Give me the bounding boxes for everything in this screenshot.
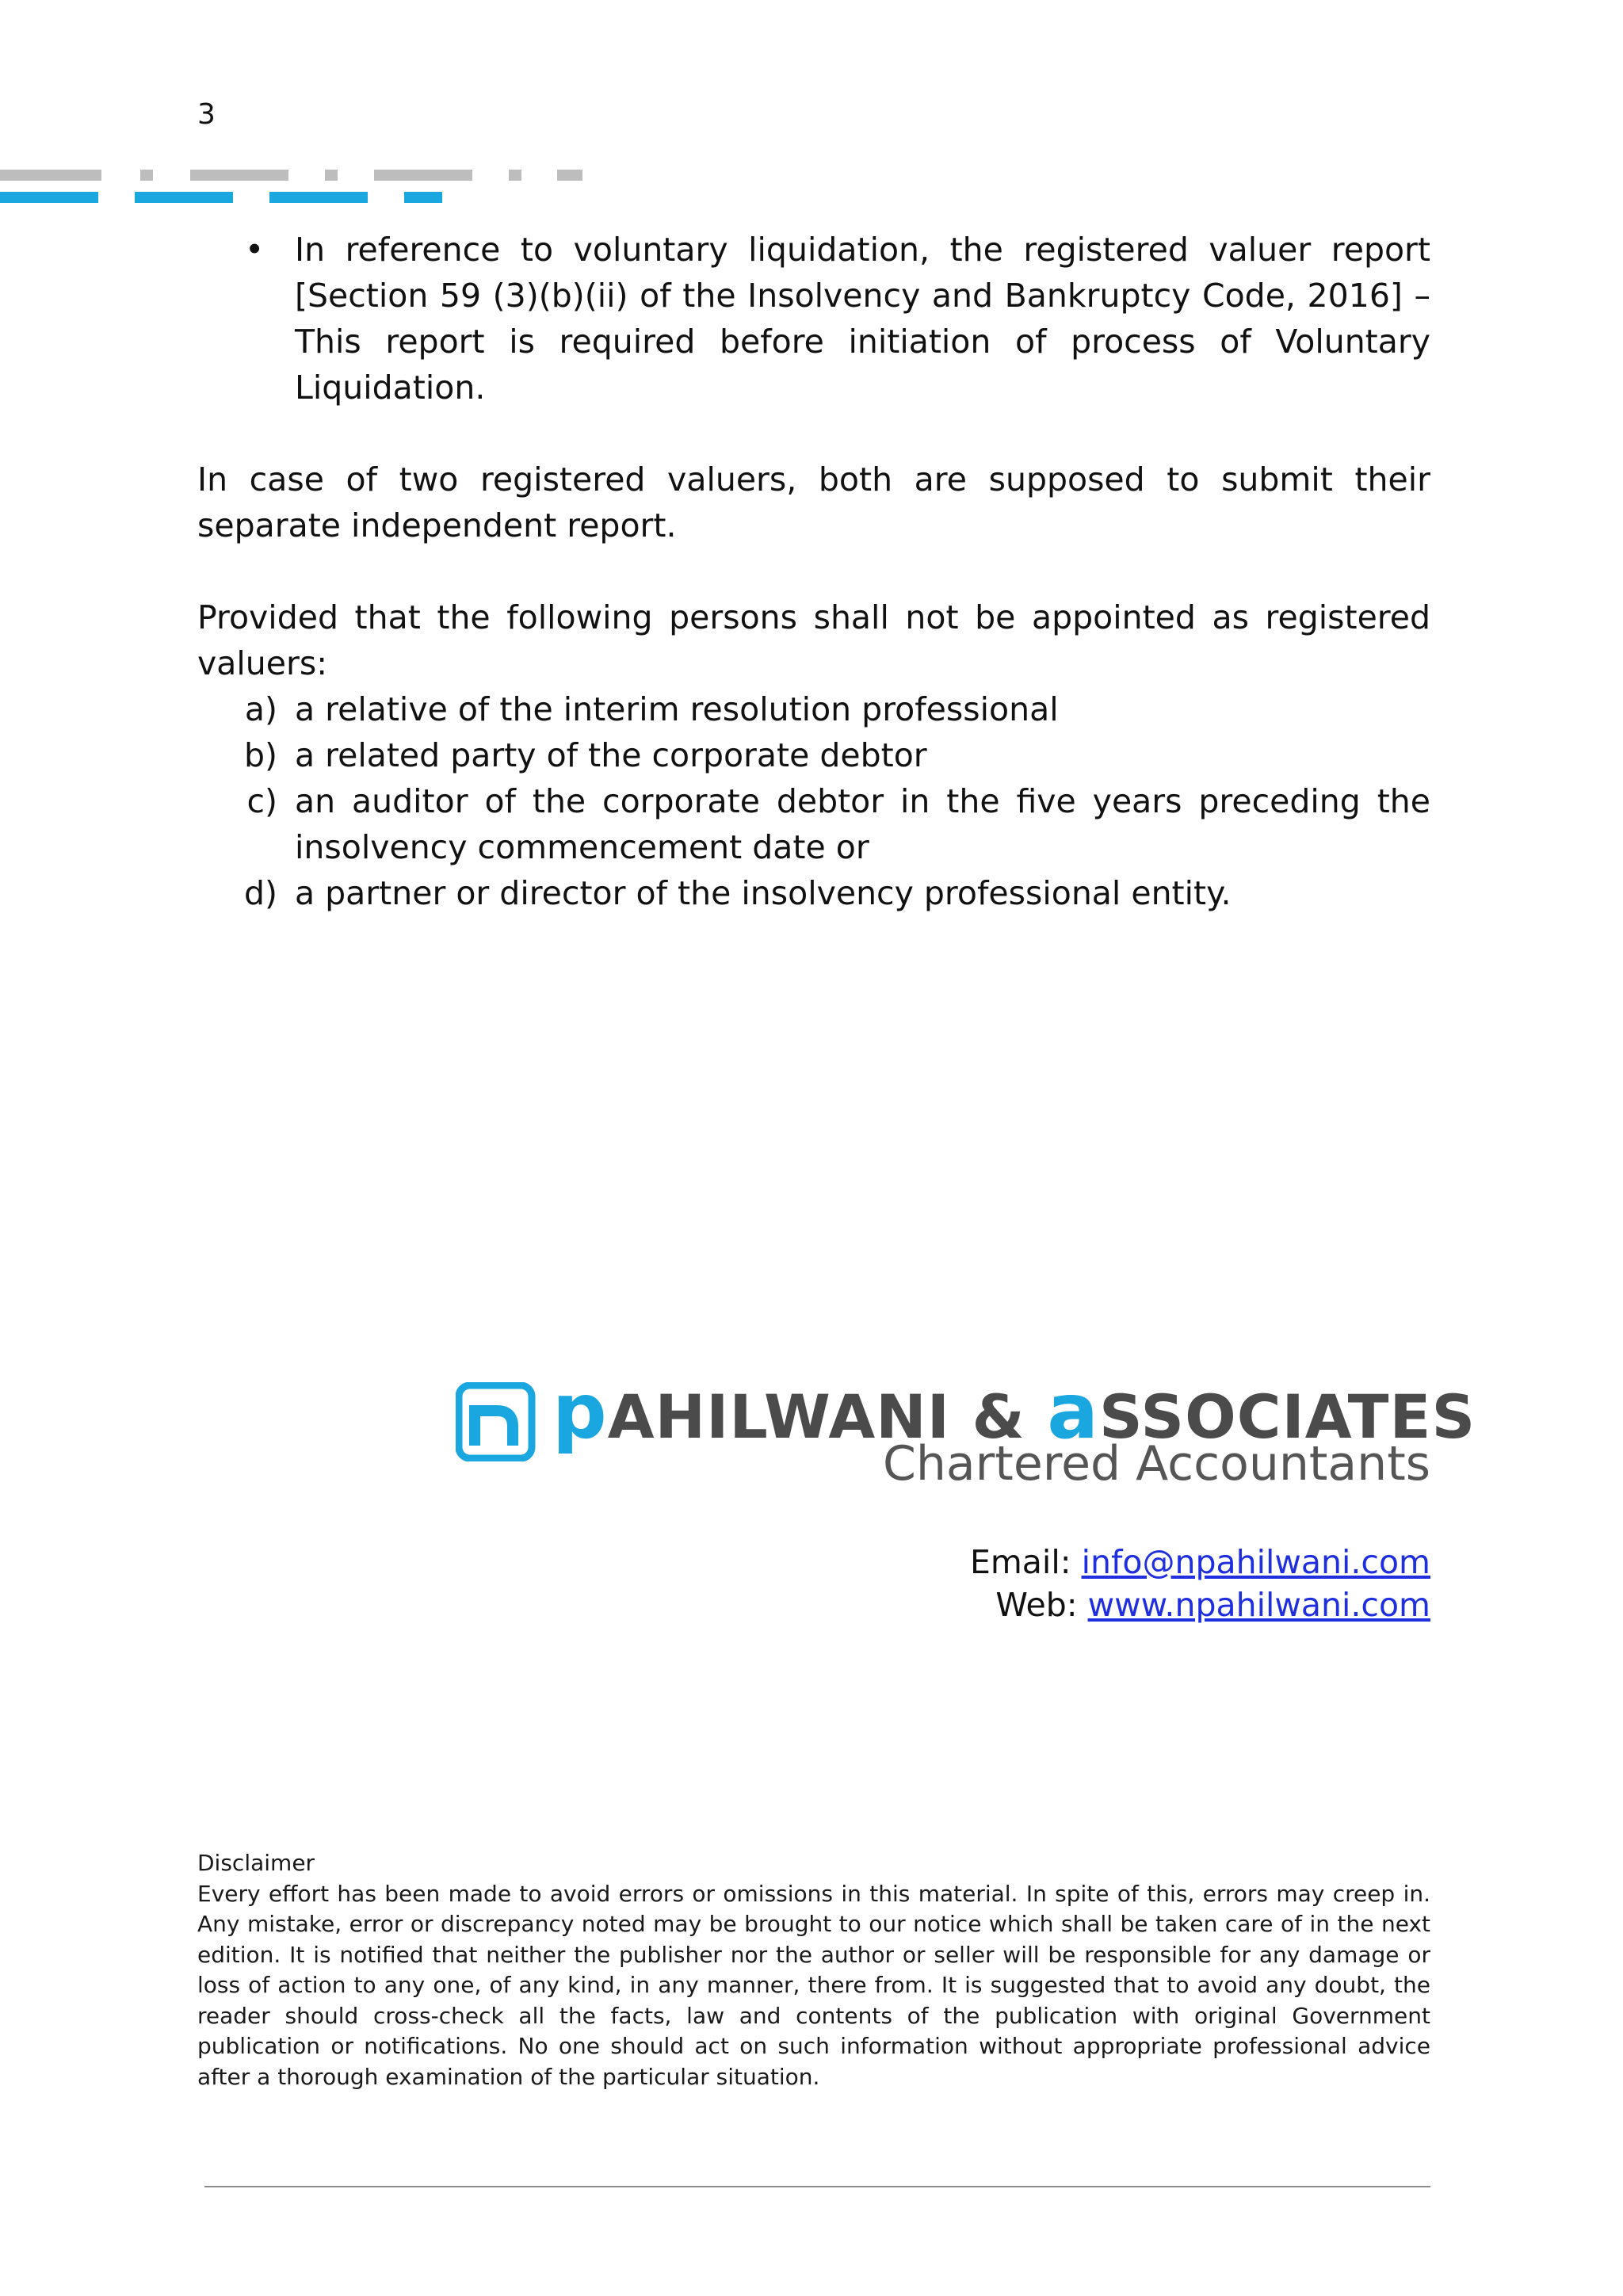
list-item [197,732,1430,778]
logo-subtitle: Chartered Accountants [882,1436,1430,1492]
contact-block [970,1541,1430,1626]
web-line [970,1584,1430,1626]
bullet-symbol: • [245,231,265,269]
email-link[interactable]: info@npahilwani.com [1081,1543,1430,1581]
list-marker: d) [243,874,277,912]
disclaimer-heading: Disclaimer [197,1850,315,1876]
disclaimer [197,1848,1430,2092]
list-item [197,870,1430,916]
body-content [197,227,1430,916]
list-marker: c) [246,782,277,820]
list-text: a related party of the corporate debtor [295,736,927,774]
header-decoration [0,170,602,205]
bullet-item [197,227,1430,411]
list-text: a relative of the interim resolution professional [295,690,1059,728]
logo-letter-p: p [552,1367,608,1456]
logo-letter-a: a [1047,1367,1100,1456]
list-marker: a) [244,690,277,728]
bullet-text: In reference to voluntary liquidation, the registered valuer report [Section 59 (3)(b)(ii) of the Insolvency and Bankruptcy Code, 2016] – This report is required before initiation of process of Voluntary Liquidation. [295,231,1430,407]
email-label: Email: [969,1543,1082,1581]
web-label: Web: [995,1586,1088,1624]
web-link[interactable]: www.npahilwani.com [1087,1586,1430,1624]
company-logo [456,1367,1476,1493]
np-monogram-icon [456,1382,543,1461]
paragraph-provided: Provided that the following persons shall not be appointed as registered valuers: [197,598,1430,682]
logo-name-tail: SSOCIATES [1099,1381,1476,1452]
list-text: a partner or director of the insolvency professional entity. [295,874,1232,912]
list-text: an auditor of the corporate debtor in the five years preceding the insolvency commencement date or [295,782,1430,866]
list-item [197,686,1430,732]
email-line [970,1541,1430,1584]
disclaimer-text: Every effort has been made to avoid errors or omissions in this material. In spite of this, errors may creep in. Any mistake, error or discrepancy noted may be brought to our notice which shall be taken care of in the next edition. It is notified that neither the publisher nor the author or seller will be responsible for any damage or loss of action to any one, of any kind, in any manner, there from. It is suggested that to avoid any doubt, the reader should cross-check all the facts, law and contents of the publication with original Government publication or notifications. No one should act on such information without appropriate professional advice after a thorough examination of the particular situation. [197,1880,1430,2090]
logo-name-main: AHILWANI & [607,1381,1048,1452]
paragraph-two-valuers: In case of two registered valuers, both are supposed to submit their separate independent report. [197,460,1430,544]
excluded-persons-list [197,686,1430,916]
list-marker: b) [243,736,277,774]
page-number: 3 [197,98,216,131]
footer-divider [204,2186,1430,2187]
list-item [197,778,1430,870]
